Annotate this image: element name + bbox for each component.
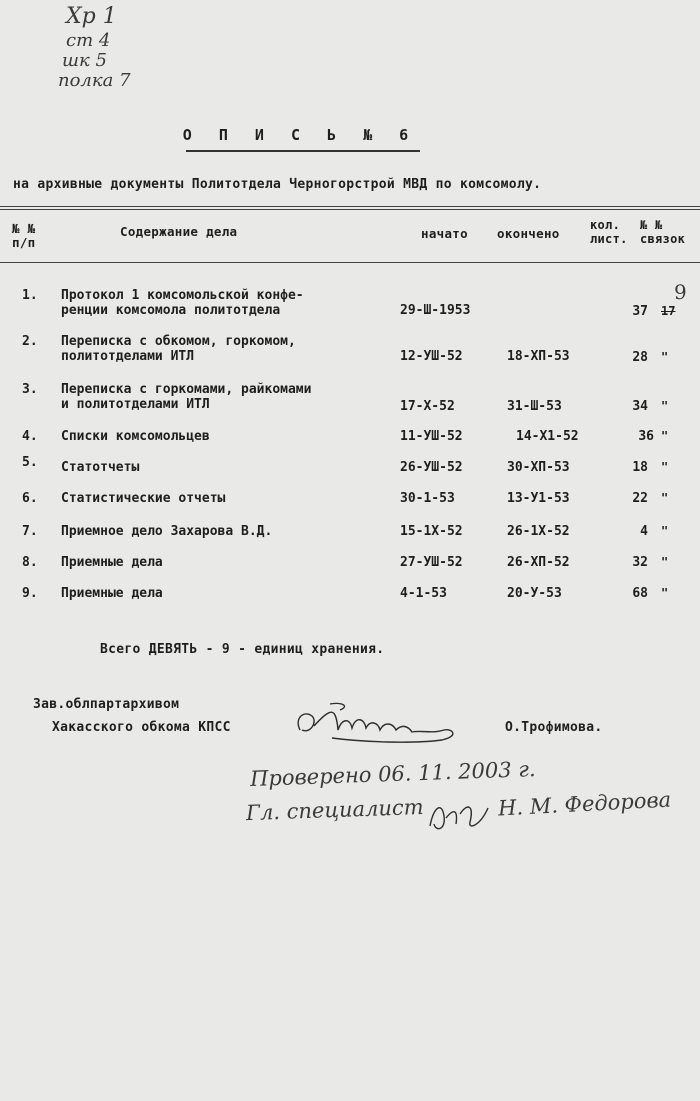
header-end: окончено (497, 226, 560, 241)
row-content: Приемное дело Захарова В.Д. (61, 524, 273, 539)
row-sheets: 34 (632, 399, 648, 414)
row-content: Статистические отчеты (61, 491, 226, 506)
row-bundle: " (661, 586, 669, 600)
header-bottom-rule (0, 262, 700, 263)
header-top-rule (0, 206, 700, 207)
row-bundle: " (661, 524, 669, 538)
row-sheets: 32 (632, 555, 648, 570)
verifier-role: Гл. специалист (245, 794, 424, 826)
row-num: 3. (22, 382, 38, 397)
row-bundle: " (661, 399, 669, 413)
signatory-title-line2: Хакасского обкома КПСС (52, 720, 231, 735)
verifier-signature (424, 796, 494, 836)
row-sheets: 28 (632, 350, 648, 365)
row-end: 30-ХП-53 (507, 460, 570, 475)
row-start: 4-1-53 (400, 586, 447, 601)
header-sheets: кол. лист. (590, 218, 628, 246)
row-end: 26-ХП-52 (507, 555, 570, 570)
corner-note-4: полка 7 (58, 70, 131, 91)
row-sheets: 22 (632, 491, 648, 506)
header-bundle: № № связок (640, 218, 686, 246)
total-units: Всего ДЕВЯТЬ - 9 - единиц хранения. (100, 642, 385, 657)
bundle-correction: 9 (674, 280, 687, 304)
row-end: 14-Х1-52 (516, 429, 579, 444)
row-bundle: " (661, 350, 669, 364)
document-title: О П И С Ь № 6 (182, 126, 418, 144)
row-num: 7. (22, 524, 38, 539)
row-num: 1. (22, 288, 38, 303)
row-sheets: 36 (638, 429, 654, 444)
row-start: 27-УШ-52 (400, 555, 463, 570)
row-start: 11-УШ-52 (400, 429, 463, 444)
corner-note-2: ст 4 (66, 30, 111, 51)
handwritten-signature (292, 700, 472, 750)
row-bundle: " (661, 491, 669, 505)
document-subtitle: на архивные документы Политотдела Черногорстрой МВД по комсомолу. (13, 177, 542, 192)
row-content: Статотчеты (61, 460, 140, 475)
row-content: Приемные дела (61, 586, 163, 601)
header-content: Содержание дела (120, 224, 238, 239)
row-sheets: 37 (632, 304, 648, 319)
row-start: 12-УШ-52 (400, 349, 463, 364)
row-end: 13-У1-53 (507, 491, 570, 506)
row-num: 2. (22, 334, 38, 349)
row-bundle: " (661, 555, 669, 569)
row-start: 29-Ш-1953 (400, 303, 471, 318)
row-start: 15-1Х-52 (400, 524, 463, 539)
row-sheets: 18 (632, 460, 648, 475)
row-start: 17-Х-52 (400, 399, 455, 414)
row-content: Приемные дела (61, 555, 163, 570)
row-num: 9. (22, 586, 38, 601)
header-top-rule-2 (0, 209, 700, 210)
row-end: 31-Ш-53 (507, 399, 562, 414)
corner-note-3: шк 5 (62, 50, 107, 71)
header-start: начато (421, 226, 468, 241)
row-num: 8. (22, 555, 38, 570)
row-start: 30-1-53 (400, 491, 455, 506)
row-content: Протокол 1 комсомольской конфе- ренции комсомола политотдела (61, 288, 304, 318)
row-num: 4. (22, 429, 38, 444)
row-content: Переписка с горкомами, райкомами и политотделами ИТЛ (61, 382, 312, 412)
corner-note-1: Хр 1 (66, 4, 117, 29)
row-bundle: " (661, 460, 669, 474)
row-start: 26-УШ-52 (400, 460, 463, 475)
row-num: 6. (22, 491, 38, 506)
verifier-name: Н. М. Федорова (497, 787, 672, 821)
signatory-name: О.Трофимова. (505, 720, 603, 735)
row-content: Переписка с обкомом, горкомом, политотделами ИТЛ (61, 334, 296, 364)
row-content: Списки комсомольцев (61, 429, 210, 444)
signatory-title-line1: Зав.облпартархивом (33, 697, 180, 712)
verification-date: Проверено 06. 11. 2003 г. (249, 757, 536, 791)
row-end: 20-У-53 (507, 586, 562, 601)
header-num: № № п/п (12, 221, 36, 250)
row-num: 5. (22, 455, 38, 470)
row-bundle: " (661, 429, 669, 443)
title-underline (186, 150, 420, 152)
row-bundle: 17 (661, 304, 676, 318)
row-sheets: 68 (632, 586, 648, 601)
row-end: 18-ХП-53 (507, 349, 570, 364)
row-sheets: 4 (640, 524, 648, 539)
row-end: 26-1Х-52 (507, 524, 570, 539)
